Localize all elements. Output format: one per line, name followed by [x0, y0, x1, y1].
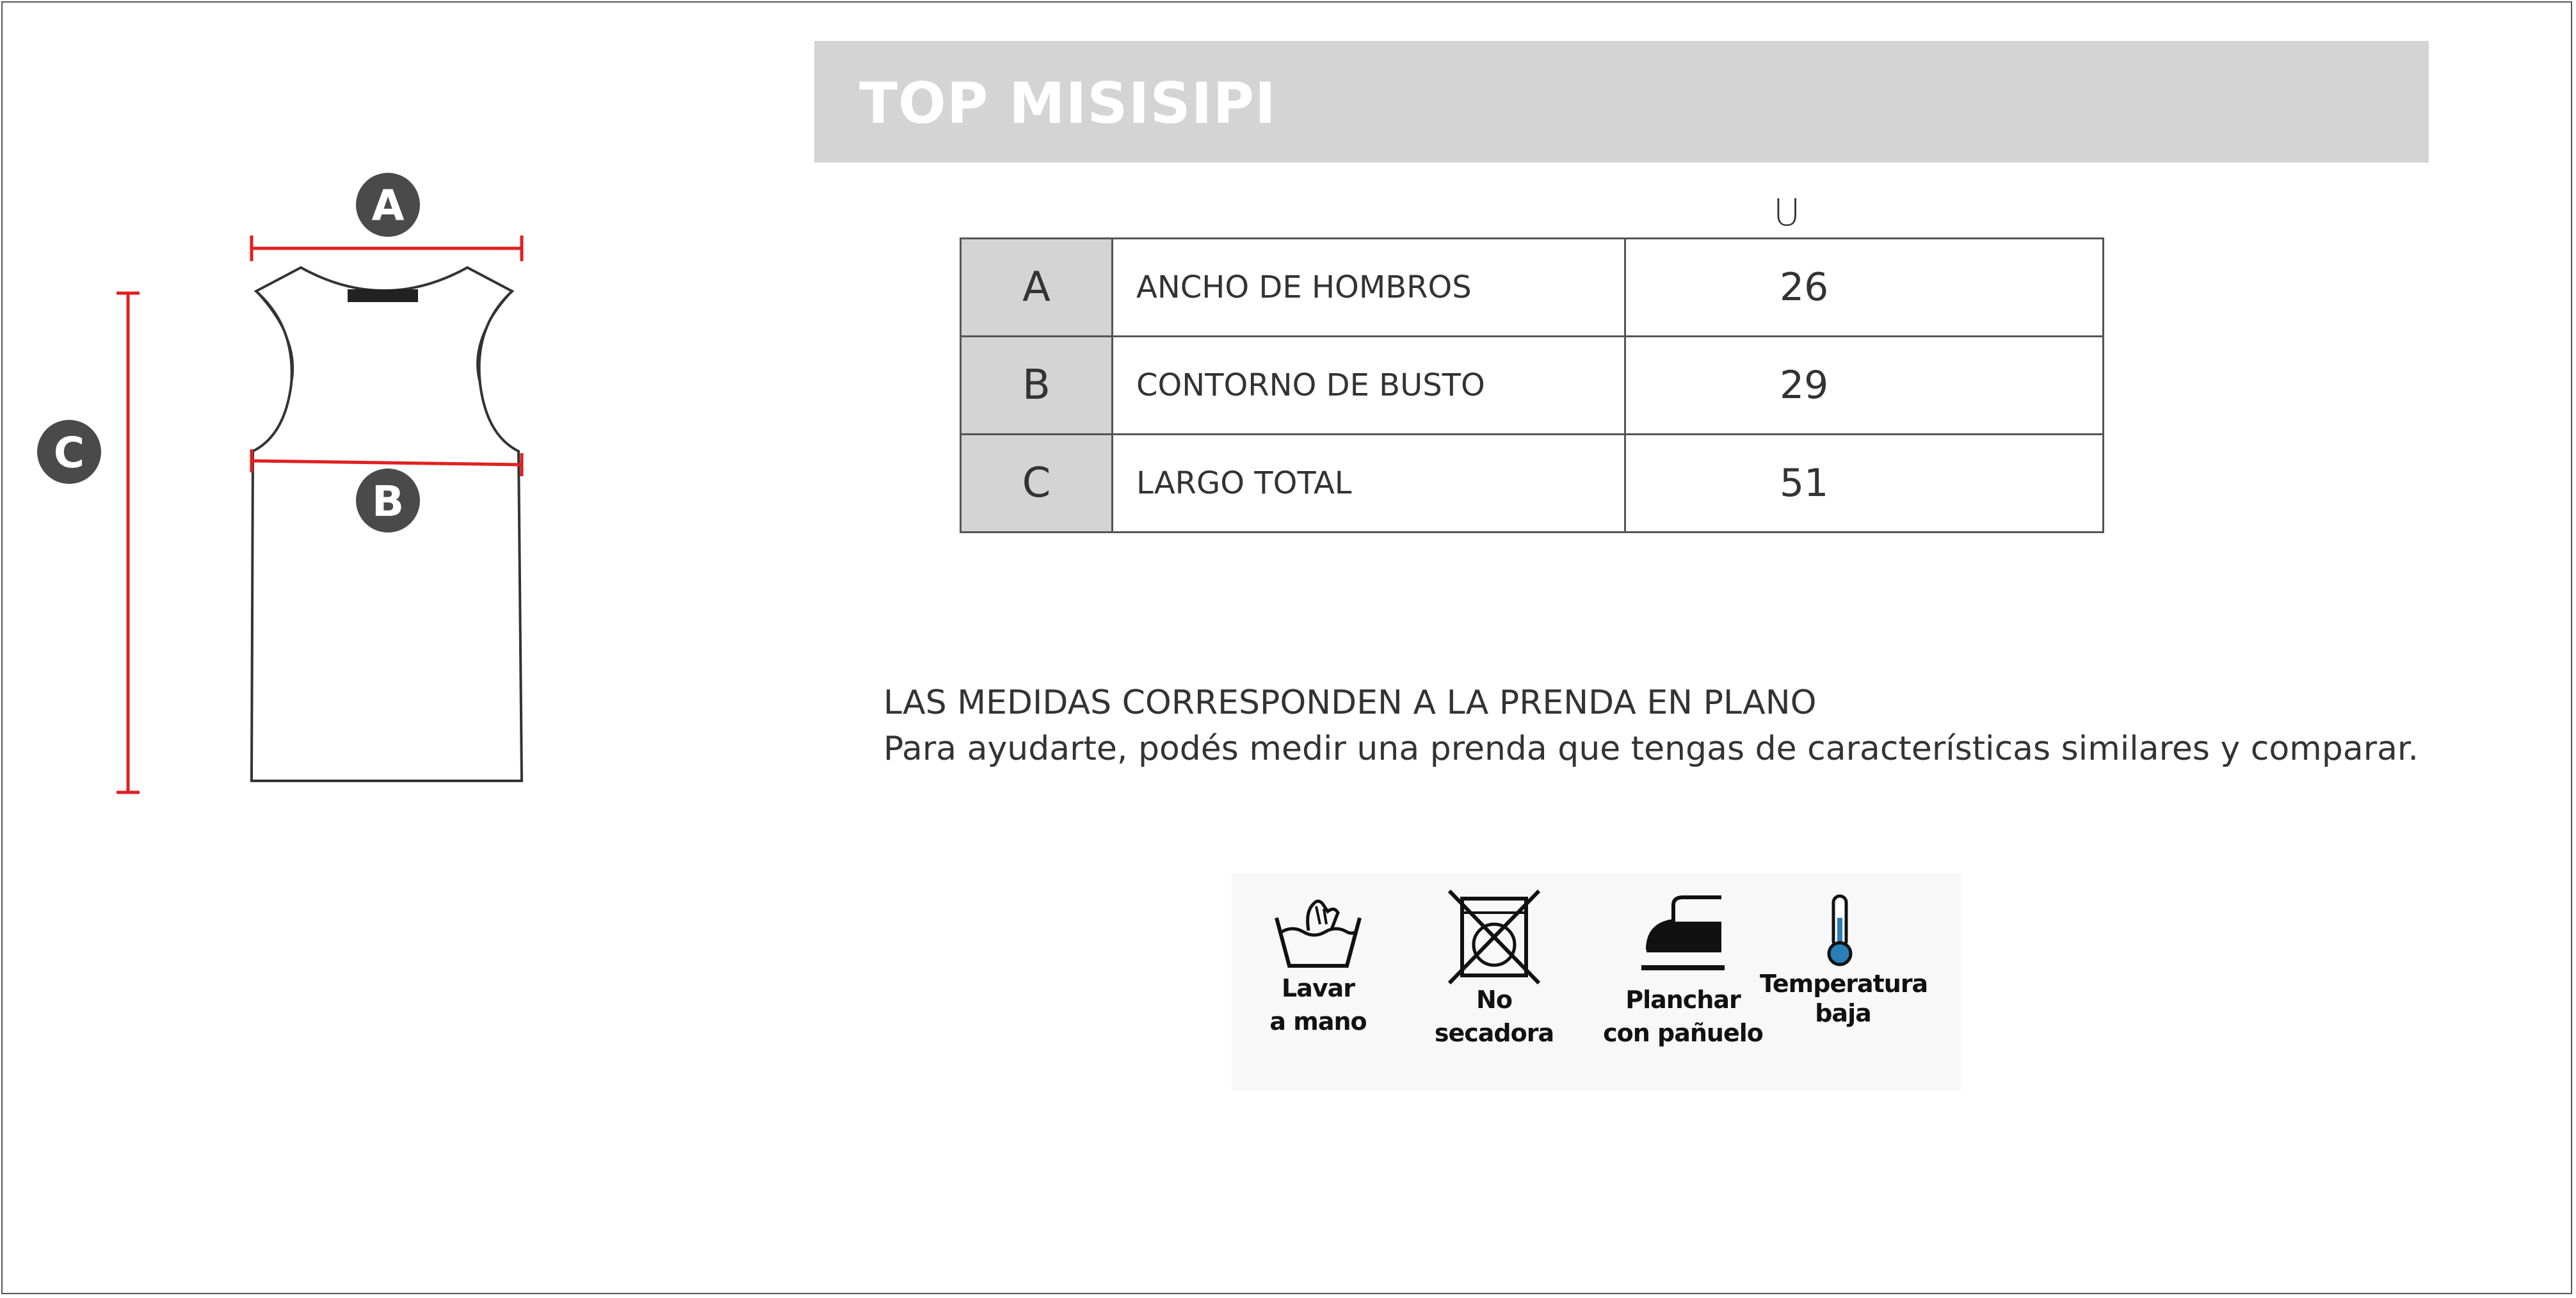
badge-c-label: C	[53, 428, 85, 477]
measurement-note: LAS MEDIDAS CORRESPONDEN A LA PRENDA EN PLANO	[883, 684, 1817, 722]
care-instructions	[1232, 873, 1961, 1091]
iron-icon	[1635, 886, 1731, 982]
table-row	[961, 435, 2104, 533]
care-label-hand-wash: Lavar a mano	[1269, 974, 1367, 1036]
care-label-iron: Planchar con pañuelo	[1603, 986, 1763, 1047]
no-dryer-icon	[1443, 886, 1545, 988]
row-measurement-label: ANCHO DE HOMBROS	[1113, 239, 1625, 337]
thermometer-icon	[1821, 892, 1859, 969]
measurement-tip: Para ayudarte, podés medir una prenda que tengas de características similares y comparar.	[883, 730, 2419, 768]
page-title: TOP MISISIPI	[859, 70, 1276, 136]
row-measurement-label: CONTORNO DE BUSTO	[1113, 337, 1625, 435]
care-label-no-dryer: No secadora	[1434, 986, 1554, 1047]
garment-diagram	[0, 0, 704, 832]
size-table	[960, 237, 2104, 533]
badge-a-label: A	[371, 181, 405, 230]
table-row	[961, 337, 2104, 435]
row-letter: B	[961, 337, 1113, 435]
care-label-temperature: Temperatura baja	[1760, 970, 1928, 1027]
row-value: 26	[1625, 239, 2104, 337]
table-row	[961, 239, 2104, 337]
hand-wash-icon	[1270, 892, 1366, 975]
row-letter: A	[961, 239, 1113, 337]
neck-label	[348, 289, 418, 302]
row-measurement-label: LARGO TOTAL	[1113, 435, 1625, 533]
size-column-header: U	[1773, 191, 1801, 234]
row-letter: C	[961, 435, 1113, 533]
title-bar	[814, 41, 2429, 163]
row-value: 29	[1625, 337, 2104, 435]
badge-b-label: B	[371, 477, 405, 526]
row-value: 51	[1625, 435, 2104, 533]
